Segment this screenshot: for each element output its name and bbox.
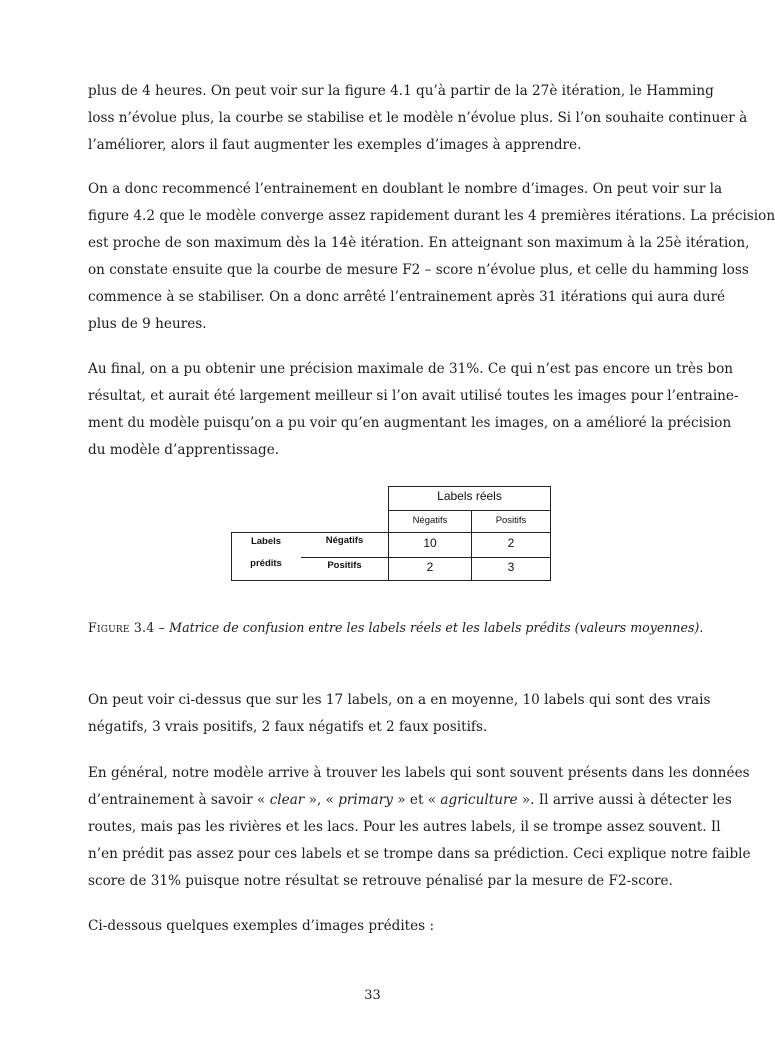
text-line: ment du modèle puisqu’on a pu voir qu’en augmentant les images, on a amélioré la précision xyxy=(88,415,732,431)
row-header-negatifs: Négatifs xyxy=(325,535,364,546)
text-line: Au final, on a pu obtenir une précision maximale de 31%. Ce qui n’est pas encore un très bon xyxy=(88,361,734,377)
text-line: commence à se stabiliser. On a donc arrêté l’entrainement après 31 itérations qui aura duré xyxy=(88,289,726,305)
paragraph-1 xyxy=(88,78,748,159)
text-line: du modèle d’apprentissage. xyxy=(88,442,280,458)
text-line: est proche de son maximum dès la 14è itération. En atteignant son maximum à la 25è itération, xyxy=(88,235,750,251)
caption-text: Matrice de confusion entre les labels réels et les labels prédits (valeurs moyennes). xyxy=(169,620,704,635)
cell-neg-pos: 2 xyxy=(507,536,515,550)
paragraph-5 xyxy=(88,760,751,895)
cell-pos-pos: 3 xyxy=(507,560,515,574)
row-header-positifs: Positifs xyxy=(327,560,362,571)
col-header-positifs: Positifs xyxy=(495,515,527,526)
text-line: On peut voir ci-dessus que sur les 17 labels, on a en moyenne, 10 labels qui sont des vrais xyxy=(88,692,711,708)
row-label-labels: Labels xyxy=(250,536,282,547)
text-line: on constate ensuite que la courbe de mesure F2 – score n’évolue plus, et celle du hamming loss xyxy=(88,262,749,278)
paragraph-4 xyxy=(88,687,711,741)
figure-caption xyxy=(88,620,708,635)
label-clear: clear xyxy=(269,792,305,808)
page-number: 33 xyxy=(364,988,381,1003)
text-line: négatifs, 3 vrais positifs, 2 faux négatifs et 2 faux positifs. xyxy=(88,719,488,735)
text-line: On a donc recommencé l’entrainement en doublant le nombre d’images. On peut voir sur la xyxy=(88,181,723,197)
row-label-predits: prédits xyxy=(250,558,282,569)
col-header-negatifs: Négatifs xyxy=(412,515,448,526)
paragraph-3 xyxy=(88,356,739,464)
caption-label: Figure 3.4 – xyxy=(88,620,166,635)
text-line: score de 31% puisque notre résultat se retrouve pénalisé par la mesure de F2-score. xyxy=(88,873,673,889)
cell-neg-neg: 10 xyxy=(423,536,437,550)
text-line: résultat, et aurait été largement meilleur si l’on avait utilisé toutes les images pour l’entraine- xyxy=(88,388,739,404)
matrix-header: Labels réels xyxy=(437,489,502,503)
paragraph-6 xyxy=(88,913,690,940)
paragraph-2 xyxy=(88,176,775,338)
label-agriculture: agriculture xyxy=(440,792,518,808)
cell-pos-neg: 2 xyxy=(426,560,434,574)
text-line: loss n’évolue plus, la courbe se stabilise et le modèle n’évolue plus. Si l’on souhaite continuer à xyxy=(88,110,748,126)
text-line: figure 4.2 que le modèle converge assez rapidement durant les 4 premières itérations. La précision xyxy=(88,208,775,224)
text-line: d’entrainement à savoir « clear », « primary » et « agriculture ». Il arrive aussi à détecter les xyxy=(88,792,732,808)
text-line: Ci-dessous quelques exemples d’images prédites : xyxy=(88,918,435,934)
text-line: En général, notre modèle arrive à trouver les labels qui sont souvent présents dans les données xyxy=(88,765,750,781)
text-line: l’améliorer, alors il faut augmenter les exemples d’images à apprendre. xyxy=(88,137,582,153)
label-primary: primary xyxy=(338,792,393,808)
text-line: plus de 4 heures. On peut voir sur la figure 4.1 qu’à partir de la 27è itération, le Hamming xyxy=(88,83,714,99)
text-line: n’en prédit pas assez pour ces labels et se trompe dans sa prédiction. Ceci explique notre faible xyxy=(88,846,751,862)
text-line: routes, mais pas les rivières et les lacs. Pour les autres labels, il se trompe assez souvent. Il xyxy=(88,819,721,835)
text-line: plus de 9 heures. xyxy=(88,316,207,332)
